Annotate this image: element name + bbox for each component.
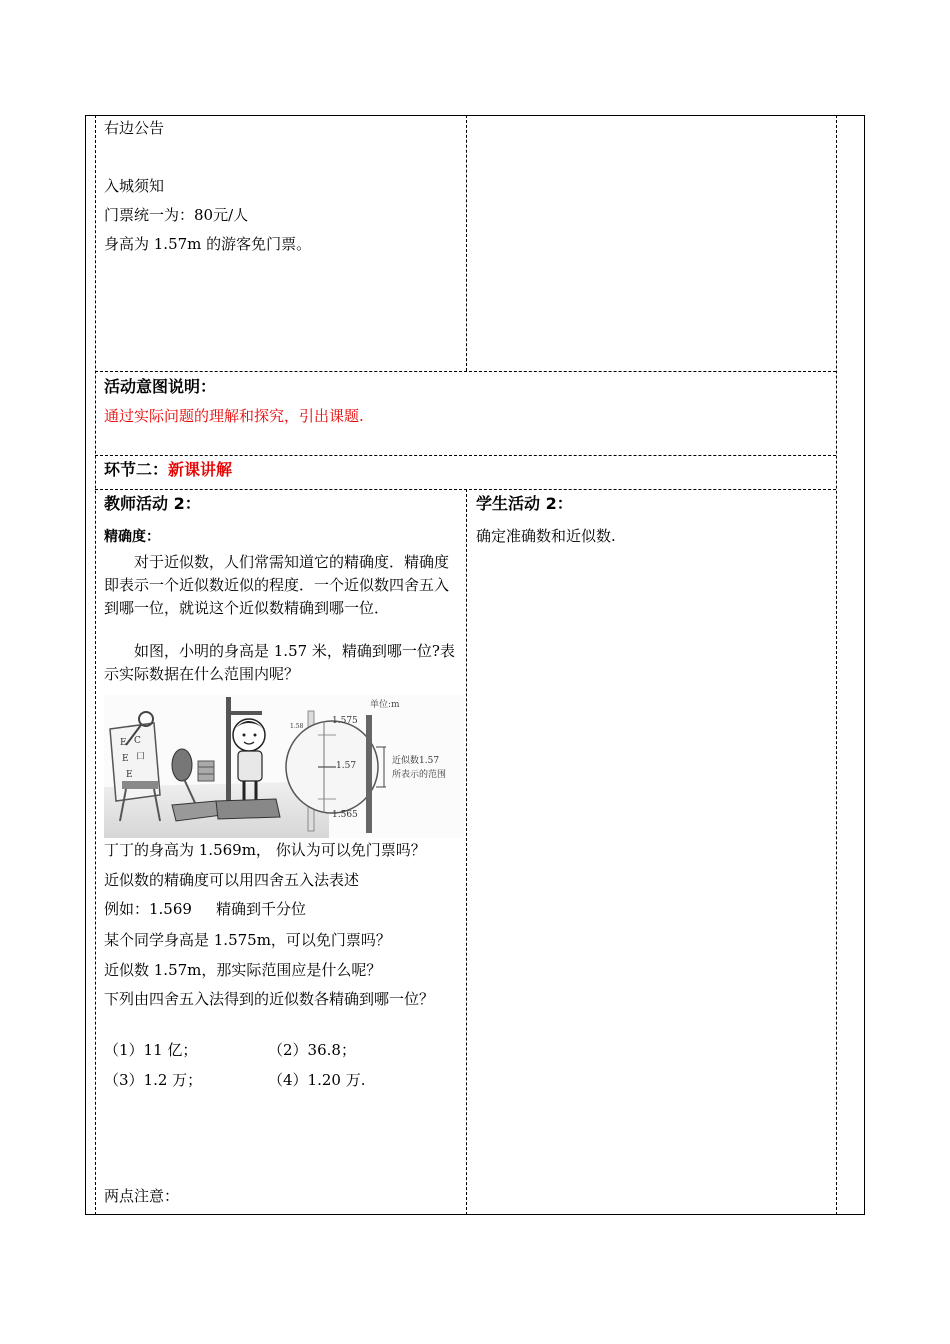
inner-right-line [836, 115, 837, 1215]
city-notice-heading: 入城须知 [104, 177, 165, 195]
example-label: 例如：1.569 [104, 900, 192, 918]
ruler-tick-top: 1.58 [290, 723, 304, 730]
table-top-border [85, 115, 865, 116]
precision-definition-paragraph: 对于近似数，人们常需知道它的精确度．精确度即表示一个近似数近似的程度．一个近似数四舍五入到哪一位，就说这个近似数精确到哪一位． [104, 553, 450, 617]
notice-title: 右边公告 [104, 119, 165, 137]
row-line-3 [95, 489, 836, 490]
scale-mid-value: 1.57 [336, 761, 357, 771]
eye-chart [110, 723, 160, 801]
chart-glyph-5: E [126, 770, 133, 780]
section-heading [104, 459, 232, 481]
exercise-item-3: （3）1.2 万； [104, 1071, 203, 1089]
scale-top-value: 1.575 [332, 716, 358, 726]
dingding-height-question: 丁丁的身高为 1.569m， 你认为可以免门票吗？ [104, 841, 426, 859]
section-prefix: 环节二： [104, 460, 169, 479]
table-bottom-border [85, 1214, 865, 1215]
row-line-1 [95, 371, 836, 372]
student-activity-heading: 学生活动 2： [476, 494, 573, 513]
column-divider-top [466, 115, 467, 371]
intent-heading: 活动意图说明： [104, 377, 217, 396]
inner-left-line [95, 115, 96, 1215]
range-label-line1: 近似数1.57 [392, 756, 440, 766]
chart-glyph-2: C [134, 736, 141, 746]
ticket-price-text: 门票统一为：80元/人 [104, 206, 249, 224]
unit-label: 单位:m [370, 700, 400, 710]
chart-glyph-1: E [120, 738, 127, 748]
table-left-border [85, 115, 86, 1215]
table-right-border [864, 115, 865, 1215]
scale-bottom-value: 1.565 [332, 810, 358, 820]
exercise-item-1: （1）11 亿； [104, 1041, 198, 1059]
section-title: 新课讲解 [168, 460, 233, 479]
two-points-note: 两点注意： [104, 1187, 180, 1205]
height-measurement-illustration [104, 695, 464, 838]
row-line-2 [95, 455, 836, 456]
column-divider-bottom [466, 489, 467, 1215]
chart-glyph-3: E [122, 754, 129, 764]
teacher-activity-heading: 教师活动 2： [104, 494, 201, 513]
height-question-paragraph: 如图，小明的身高是 1.57 米，精确到哪一位?表示实际数据在什么范围内呢？ [104, 642, 455, 683]
example-precision: 精确到千分位 [216, 900, 307, 918]
range-label-line2: 所表示的范围 [392, 770, 447, 780]
precision-heading: 精确度： [104, 529, 160, 545]
chart-glyph-4: 口 [136, 752, 146, 762]
rounding-method-statement: 近似数的精确度可以用四舍五入法表述 [104, 871, 360, 889]
range-question: 近似数 1.57m，那实际范围应是什么呢？ [104, 961, 382, 979]
free-ticket-rule-text: 身高为 1.57m 的游客免门票。 [104, 235, 312, 253]
student-activity-text: 确定准确数和近似数. [476, 527, 616, 545]
exercise-question: 下列由四舍五入法得到的近似数各精确到哪一位？ [104, 990, 435, 1008]
exercise-item-2: （2）36.8； [268, 1041, 356, 1059]
exercise-item-4: （4）1.20 万. [268, 1071, 366, 1089]
classmate-height-question: 某个同学身高是 1.575m，可以免门票吗？ [104, 931, 391, 949]
intent-text: 通过实际问题的理解和探究，引出课题. [104, 407, 364, 425]
